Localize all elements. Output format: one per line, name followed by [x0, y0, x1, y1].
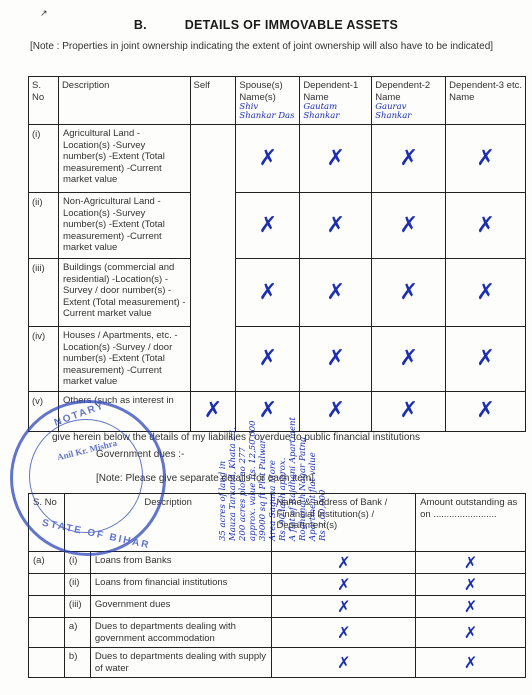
hw-line: 39000 sq ft Plot Pulwar: [257, 439, 268, 541]
row-description: Loans from Banks: [90, 552, 272, 574]
row-sub: a): [64, 618, 90, 648]
separate-details-note: [Note: Please give separate details for each item]: [96, 473, 314, 484]
cross-mark: ✗: [446, 259, 526, 327]
cross-mark: ✗: [446, 391, 526, 431]
stamp-name: Anil Kr. Mishra: [55, 437, 119, 463]
row-description: Non-Agricultural Land - Location(s) -Survey number(s) -Extent (Total measurement) -Current market value: [58, 193, 190, 259]
cross-mark: ✗: [190, 391, 236, 431]
row-sno: (i): [29, 125, 59, 193]
cross-mark: ✗: [446, 193, 526, 259]
col-dependent-1-label: Dependent-1 Name: [303, 80, 359, 103]
cross-mark: ✗: [416, 574, 526, 596]
cross-mark: ✗: [416, 596, 526, 618]
row-sno: (v): [29, 391, 59, 431]
cross-mark: ✗: [372, 125, 446, 193]
col-description: Description: [58, 77, 190, 125]
table-row: [29, 574, 526, 596]
table-row: [29, 618, 526, 648]
cross-mark: ✗: [236, 125, 300, 193]
section-label: B.: [133, 18, 147, 32]
row-description: Government dues: [90, 596, 272, 618]
cross-mark: ✗: [272, 596, 416, 618]
row-sno: (a): [29, 552, 65, 574]
stamp-top-text: NOTARY: [52, 400, 107, 429]
table-header-row: [29, 77, 526, 125]
cross-mark: ✗: [372, 327, 446, 392]
col-dependent-3: Dependent-3 etc. Name: [446, 77, 526, 125]
row-description: Dues to departments dealing with supply of water: [90, 648, 272, 678]
scan-mark: ↗: [40, 8, 48, 18]
row-description: Houses / Apartments, etc. -Location(s) -Survey / door number(s) -Extent (Total measurement) -Current market value: [58, 327, 190, 392]
col-bank-name: Name & address of Bank / Financial Institution(s) / Department(s): [272, 494, 416, 552]
row-sno: [29, 618, 65, 648]
row-description: Agricultural Land - Location(s) -Survey number(s) -Extent (Total measurement) -Current market value: [58, 125, 190, 193]
table-row: [29, 596, 526, 618]
cross-mark: ✗: [372, 259, 446, 327]
cross-mark: ✗: [416, 648, 526, 678]
hw-line: Roghunath Nagar Patna: [297, 436, 308, 541]
cross-mark: ✗: [236, 259, 300, 327]
row-sub: (iii): [64, 596, 90, 618]
dependent-1-name-handwritten: Gautam Shankar: [303, 102, 340, 121]
row-sno: (iii): [29, 259, 59, 327]
col-amount-outstanding: Amount outstanding as on ........................: [416, 494, 526, 552]
row-description: Others (such as interest in: [58, 391, 190, 431]
cross-mark: ✗: [272, 618, 416, 648]
cross-mark: ✗: [446, 327, 526, 392]
hw-line: Mauza Tarkand, Khata 23,: [227, 427, 238, 541]
row-description: Loans from financial institutions: [90, 574, 272, 596]
col-dependent-1: [300, 77, 372, 125]
hw-line: Rs. 90 lakh approx.: [277, 457, 288, 541]
section-title: DETAILS OF IMMOVABLE ASSETS: [184, 18, 399, 32]
cross-mark: ✗: [446, 125, 526, 193]
joint-ownership-note: [Note : Properties in joint ownership indicating the extent of joint ownership will also have to be indicated]: [30, 41, 494, 52]
row-sno: [29, 574, 65, 596]
col-dependent-2-label: Dependent-2 Name: [375, 80, 431, 103]
stamp-bottom-text: STATE OF BIHAR: [41, 517, 152, 552]
col-sno: S. No: [29, 494, 65, 552]
row-sno: [29, 648, 65, 678]
hw-line: 200 acres plot no 277: [237, 447, 248, 541]
row-sub: b): [64, 648, 90, 678]
spouse-name-handwritten: Shiv Shankar Das: [239, 102, 295, 121]
cross-mark: ✗: [300, 259, 372, 327]
row-sno: [29, 596, 65, 618]
row-sno: (iv): [29, 327, 59, 392]
dependent-2-name-handwritten: Gaurav Shankar: [375, 102, 412, 121]
row-sub: (i): [64, 552, 90, 574]
section-heading: [0, 18, 532, 32]
col-sno: S. No: [29, 77, 59, 125]
cross-mark: ✗: [372, 193, 446, 259]
cross-mark: ✗: [300, 391, 372, 431]
row-description: Dues to departments dealing with government accommodation: [90, 618, 272, 648]
cross-mark: ✗: [236, 327, 300, 392]
hw-line: Rs 7,00,000: [317, 489, 328, 541]
row-sub: (ii): [64, 574, 90, 596]
notary-stamp: [10, 400, 166, 556]
table-row: [29, 648, 526, 678]
col-spouse-label: Spouse(s) Name(s): [239, 80, 283, 103]
cross-mark: ✗: [300, 327, 372, 392]
row-description: Buildings (commercial and residential) -Location(s) -Survey / door number(s) -Extent (Total measurement) -Current market value: [58, 259, 190, 327]
col-spouse: [236, 77, 300, 125]
cross-mark: ✗: [272, 552, 416, 574]
table-row: [29, 552, 526, 574]
cross-mark: ✗: [300, 125, 372, 193]
hw-line: 35 acres of land in: [217, 460, 228, 541]
row-sno: (ii): [29, 193, 59, 259]
stamp-inner-ring: [29, 419, 143, 533]
government-dues-label: Government dues :-: [96, 449, 185, 460]
hw-line: Apartment flat value: [307, 452, 318, 541]
hw-line: Area Saguna More: [267, 460, 278, 541]
cross-mark: ✗: [272, 574, 416, 596]
col-description: Description: [64, 494, 272, 552]
cross-mark: ✗: [372, 391, 446, 431]
cross-mark: ✗: [416, 552, 526, 574]
cross-mark: ✗: [236, 391, 300, 431]
cross-mark: ✗: [416, 618, 526, 648]
cross-mark: ✗: [272, 648, 416, 678]
table-row: [29, 125, 526, 193]
liabilities-intro: give herein below the details of my liabilities / overdue to public financial institutions: [52, 432, 420, 443]
hw-line: A flat of Rajdhani Apartment: [287, 417, 298, 541]
col-dependent-2: [372, 77, 446, 125]
col-self: Self: [190, 77, 236, 125]
cross-mark: ✗: [300, 193, 372, 259]
cross-mark: ✗: [236, 193, 300, 259]
hw-line: approx. value Rs. 12,50,000: [247, 420, 258, 541]
